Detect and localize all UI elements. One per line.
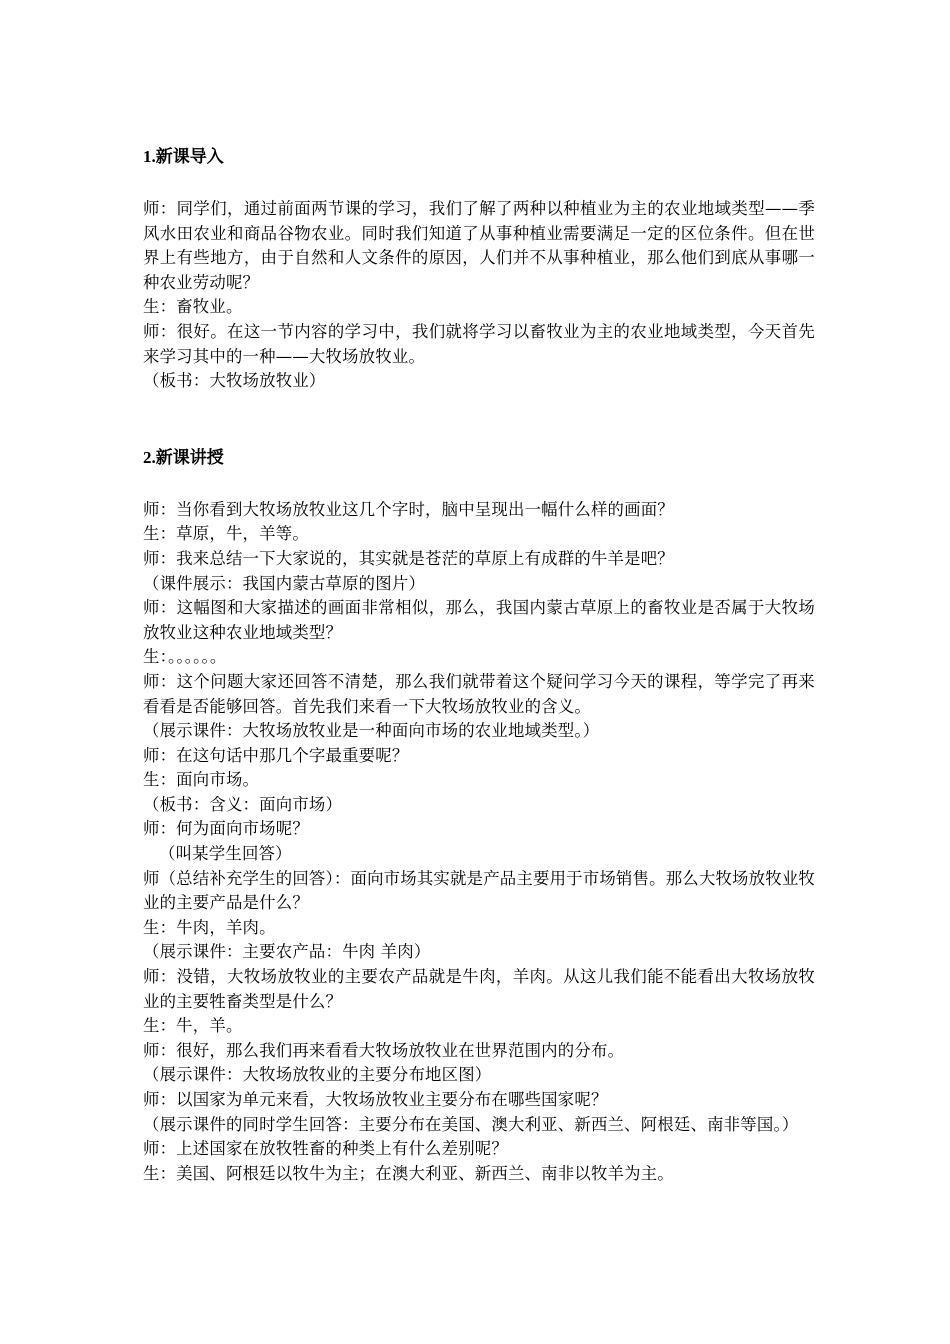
paragraph: 生：草原，牛，羊等。 [143,524,309,544]
section-heading-intro: 1.新课导入 [143,147,224,166]
spacer [143,394,815,446]
paragraph: （板书：大牧场放牧业） [143,371,326,391]
paragraph: 生：畜牧业。 [143,297,243,317]
paragraph: （展示课件：大牧场放牧业是一种面向市场的农业地域类型。） [143,721,600,741]
paragraph: 生：牛肉，羊肉。 [143,917,276,937]
paragraph: （展示课件的同时学生回答：主要分布在美国、澳大利亚、新西兰、阿根廷、南非等国。） [143,1114,799,1134]
paragraph: 生：面向市场。 [143,770,260,790]
section-heading-lecture: 2.新课讲授 [143,447,224,467]
paragraph: （展示课件：主要农产品：牛肉 羊肉） [143,942,431,962]
document-content [143,145,815,1186]
paragraph: （板书：含义：面向市场） [143,794,343,814]
paragraph: （课件展示：我国内蒙古草原的图片） [143,573,426,593]
paragraph: （展示课件：大牧场放牧业的主要分布地区图） [143,1065,492,1085]
paragraph: （叫某学生回答） [159,844,292,864]
paragraph: 师：在这句话中那几个字最重要呢？ [143,745,409,765]
paragraph: 生：牛，羊。 [143,1016,243,1036]
paragraph: 师：这个问题大家还回答不清楚，那么我们就带着这个疑问学习今天的课程，等学完了再来看看是否能够回答。首先我们来看一下大牧场放牧业的含义。 [143,671,815,716]
paragraph: 生：。。。。。。 [143,647,227,667]
paragraph: 师：当你看到大牧场放牧业这几个字时，脑中呈现出一幅什么样的画面？ [143,499,674,519]
paragraph: 师：上述国家在放牧牲畜的种类上有什么差别呢？ [143,1139,508,1159]
paragraph: 师：这幅图和大家描述的画面非常相似，那么，我国内蒙古草原上的畜牧业是否属于大牧场放牧业这种农业地域类型？ [143,598,815,642]
paragraph: 师：同学们，通过前面两节课的学习，我们了解了两种以种植业为主的农业地域类型——季风水田农业和商品谷物农业。同时我们知道了从事种植业需要满足一定的区位条件。但在世界上有些地方，由于自然和人文条件的原因，人们并不从事种植业，那么他们到底从事哪一种农业劳动呢？ [143,199,815,292]
paragraph: 师：我来总结一下大家说的，其实就是苍茫的草原上有成群的牛羊是吧？ [143,548,674,568]
paragraph: 师：很好，那么我们再来看看大牧场放牧业在世界范围内的分布。 [143,1040,625,1060]
paragraph: 生：美国、阿根廷以牧牛为主；在澳大利亚、新西兰、南非以牧羊为主。 [143,1163,674,1183]
paragraph: 师：何为面向市场呢？ [143,819,309,839]
paragraph: 师：很好。在这一节内容的学习中，我们就将学习以畜牧业为主的农业地域类型，今天首先来学习其中的一种——大牧场放牧业。 [143,321,815,366]
paragraph: 师（总结补充学生的回答）：面向市场其实就是产品主要用于市场销售。那么大牧场放牧业牧业的主要产品是什么？ [143,868,816,913]
spacer [143,169,815,197]
paragraph: 师：以国家为单元来看，大牧场放牧业主要分布在哪些国家呢？ [143,1090,608,1109]
paragraph: 师：没错，大牧场放牧业的主要农产品就是牛肉，羊肉。从这儿我们能不能看出大牧场放牧业的主要牲畜类型是什么？ [143,967,815,1011]
spacer [143,470,815,498]
